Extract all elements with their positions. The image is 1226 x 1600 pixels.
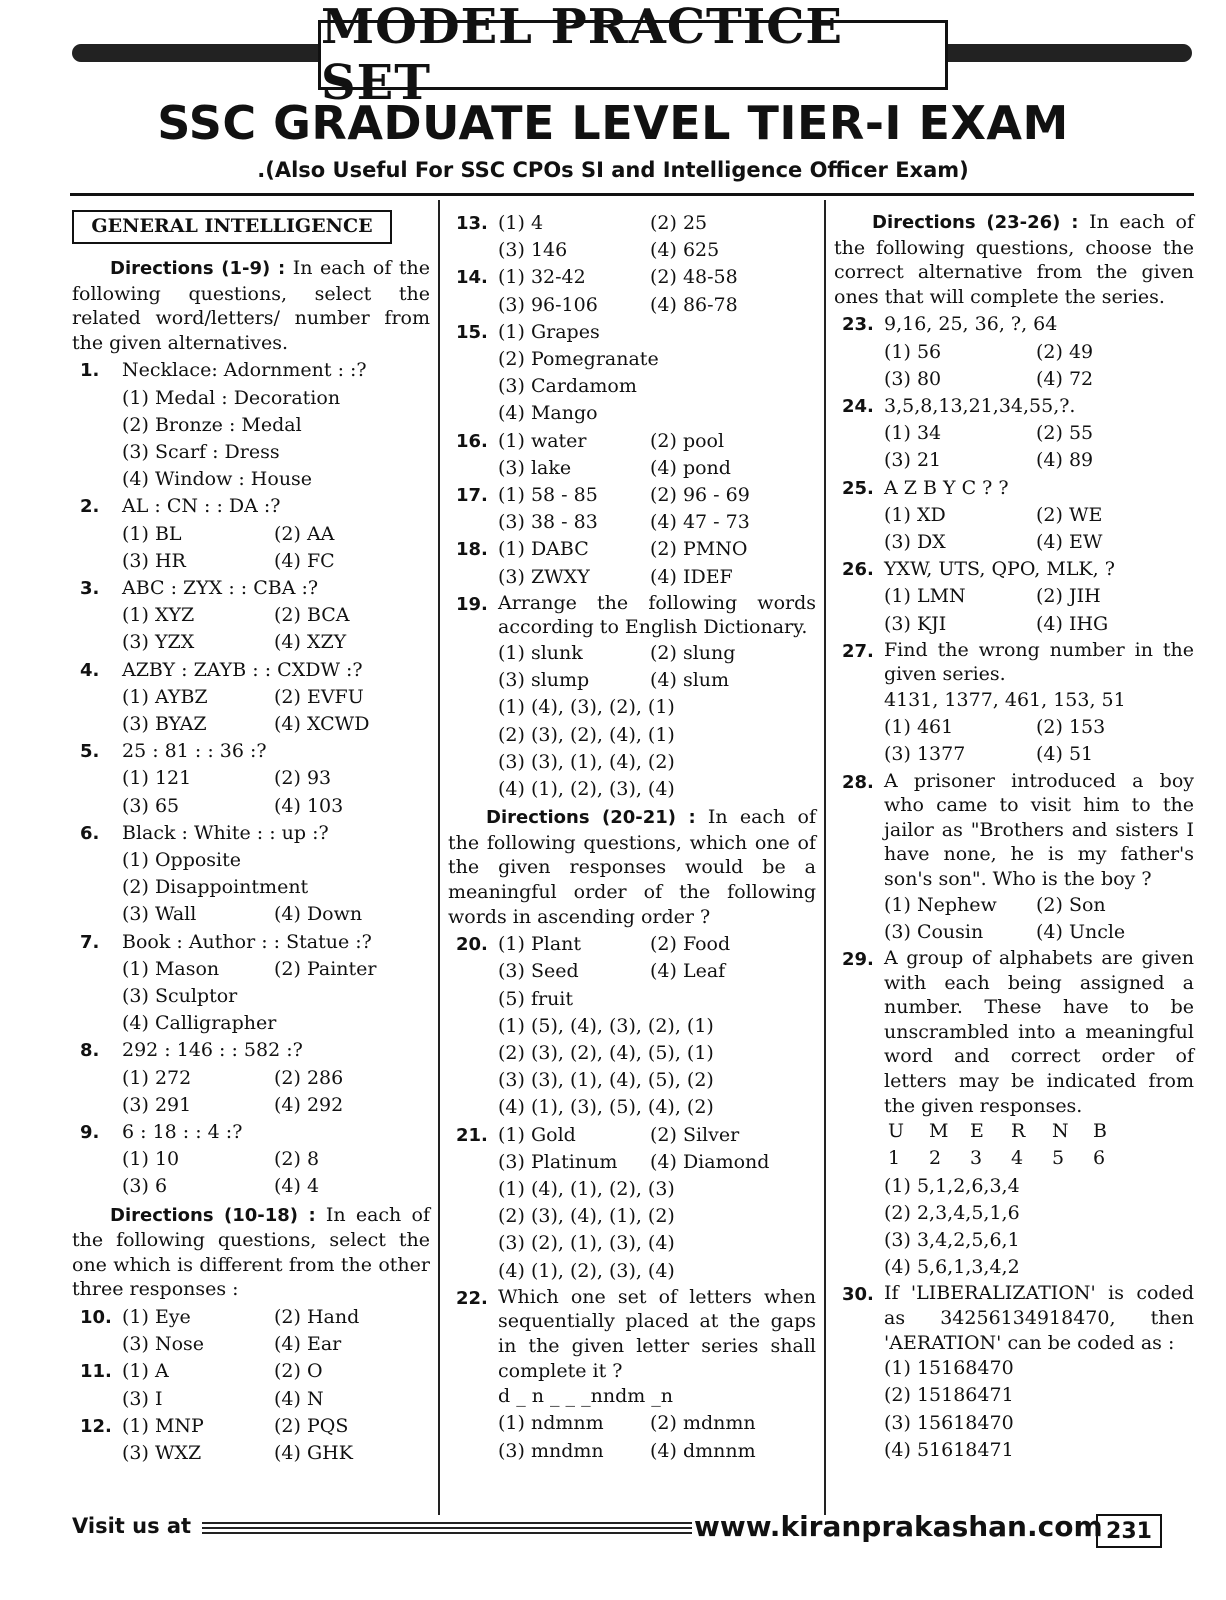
question-text: 3,5,8,13,21,34,55,?. <box>884 394 1076 417</box>
option: (2) Silver <box>650 1123 740 1146</box>
column-3 <box>834 210 1194 1464</box>
option: (4) pond <box>650 456 731 479</box>
question-19 <box>448 591 816 803</box>
question-16 <box>448 428 816 482</box>
option: (4) IHG <box>1036 612 1109 635</box>
option: (3) 96-106 <box>498 293 598 316</box>
question-number: 11. <box>80 1361 112 1383</box>
option: (2) 8 <box>274 1148 320 1171</box>
question-number: 25. <box>842 477 874 499</box>
question-15 <box>448 319 816 428</box>
directions-10-18 <box>72 1203 430 1302</box>
option: (1) 272 <box>122 1066 192 1089</box>
question-text: Find the wrong number in the given series. <box>884 638 1194 686</box>
option: (1) MNP <box>122 1414 204 1437</box>
option: (2) slung <box>650 642 736 665</box>
option: (2) 96 - 69 <box>650 484 750 507</box>
question-number: 10. <box>80 1307 112 1329</box>
option: (3) DX <box>884 531 946 553</box>
question-number: 7. <box>80 931 100 953</box>
option: (4) Ear <box>274 1333 342 1356</box>
option: (3) WXZ <box>122 1442 202 1465</box>
option: (4) FC <box>274 549 335 572</box>
option: (4) 103 <box>274 794 344 817</box>
option: (4) 47 - 73 <box>650 511 750 534</box>
question-number: 29. <box>842 948 874 970</box>
option: (1) BL <box>122 522 182 545</box>
question-number: 22. <box>456 1287 488 1309</box>
option: (1) 121 <box>122 767 192 790</box>
question-number: 15. <box>456 321 488 343</box>
option: (3) (2), (1), (3), (4) <box>498 1232 675 1255</box>
option: (4) Mango <box>498 402 598 425</box>
question-8 <box>72 1037 430 1119</box>
question-26 <box>834 556 1194 638</box>
question-27 <box>834 638 1194 769</box>
option: (4) 625 <box>650 239 720 262</box>
directions-1-9 <box>72 256 430 355</box>
option: (1) XD <box>884 503 946 526</box>
question-10 <box>72 1304 430 1358</box>
option: (1) slunk <box>498 642 583 665</box>
question-20 <box>448 931 816 1121</box>
directions-text: In each of the following questions, which one of the given responses would be a meaningful order of the following words in ascending order ? <box>448 806 816 928</box>
option: (3) 15618470 <box>884 1411 1014 1434</box>
code-number: 1 <box>888 1147 901 1170</box>
option: (1) (4), (3), (2), (1) <box>498 696 675 719</box>
question-24 <box>834 393 1194 475</box>
column-2 <box>448 210 816 1465</box>
option: (1) 461 <box>884 716 954 739</box>
option: (1) 5,1,2,6,3,4 <box>884 1174 1020 1197</box>
option: (2) BCA <box>274 604 350 627</box>
option: (4) XCWD <box>274 713 370 736</box>
code-letter: E <box>970 1120 984 1143</box>
code-letter: N <box>1052 1120 1069 1143</box>
option: (5) fruit <box>498 987 574 1010</box>
option: (2) Hand <box>274 1306 360 1329</box>
option: (2) 286 <box>274 1066 344 1089</box>
option: (2) 2,3,4,5,1,6 <box>884 1201 1020 1224</box>
code-letter: R <box>1011 1120 1026 1143</box>
option: (3) Nose <box>122 1333 205 1356</box>
question-number: 30. <box>842 1284 874 1306</box>
question-22 <box>448 1285 816 1465</box>
option: (2) 49 <box>1036 340 1094 363</box>
question-number: 4. <box>80 659 100 681</box>
option: (3) 38 - 83 <box>498 511 598 534</box>
question-text: Black : White : : up :? <box>122 821 329 844</box>
question-17 <box>448 482 816 536</box>
option: (4) 292 <box>274 1093 344 1116</box>
option: (1) 15168470 <box>884 1357 1014 1380</box>
question-number: 16. <box>456 430 488 452</box>
option: (3) KJI <box>884 612 947 635</box>
option: (3) mndmn <box>498 1439 604 1462</box>
option: (1) (5), (4), (3), (2), (1) <box>498 1014 714 1037</box>
code-number: 5 <box>1052 1147 1065 1170</box>
option: (3) 65 <box>122 794 180 817</box>
option: (2) PMNO <box>650 538 748 561</box>
directions-20-21 <box>448 805 816 929</box>
option: (4) Uncle <box>1036 920 1126 943</box>
option: (3) 146 <box>498 239 568 262</box>
website-link[interactable]: www.kiranprakashan.com <box>694 1510 1103 1543</box>
directions-label: Directions (20-21) : <box>486 807 696 829</box>
question-3 <box>72 575 430 657</box>
question-number: 12. <box>80 1415 112 1437</box>
option: (4) (1), (2), (3), (4) <box>498 778 675 801</box>
option: (1) ndmnm <box>498 1412 604 1435</box>
question-number: 19. <box>456 593 488 615</box>
column-1 <box>72 210 430 1467</box>
code-number: 2 <box>929 1147 942 1170</box>
number-series: 4131, 1377, 461, 153, 51 <box>884 689 1126 711</box>
option: (2) JIH <box>1036 585 1101 608</box>
question-number: 8. <box>80 1040 100 1062</box>
option: (2) Bronze : Medal <box>122 413 302 436</box>
question-7 <box>72 929 430 1038</box>
question-13 <box>448 210 816 264</box>
code-letter: B <box>1093 1120 1107 1143</box>
option: (2) EVFU <box>274 685 364 708</box>
question-text: Necklace: Adornment : :? <box>122 359 367 382</box>
question-text: A Z B Y C ? ? <box>884 476 1009 499</box>
option: (4) EW <box>1036 531 1103 553</box>
option: (2) (3), (2), (4), (1) <box>498 723 675 746</box>
question-11 <box>72 1358 430 1412</box>
code-number: 4 <box>1011 1147 1024 1170</box>
option: (2) 25 <box>650 212 708 234</box>
question-text: Book : Author : : Statue :? <box>122 930 372 953</box>
section-title: GENERAL INTELLIGENCE <box>72 210 392 244</box>
question-number: 20. <box>456 934 488 956</box>
directions-text: In each of the following questions, select the related word/letters/ number from the given alternatives. <box>72 257 430 354</box>
option: (3) Seed <box>498 960 579 983</box>
question-12 <box>72 1413 430 1467</box>
option: (3) 291 <box>122 1093 192 1116</box>
option: (2) 93 <box>274 767 332 790</box>
option: (3) 3,4,2,5,6,1 <box>884 1228 1020 1251</box>
question-text: AL : CN : : DA :? <box>122 495 281 518</box>
option: (4) 5,6,1,3,4,2 <box>884 1256 1020 1279</box>
question-text: YXW, UTS, QPO, MLK, ? <box>884 558 1115 581</box>
question-text: ABC : ZYX : : CBA :? <box>122 577 319 599</box>
option: (3) (3), (1), (4), (2) <box>498 750 675 773</box>
option: (4) 51618471 <box>884 1438 1014 1461</box>
option: (1) Plant <box>498 933 582 956</box>
option: (1) Eye <box>122 1306 191 1329</box>
question-25 <box>834 475 1194 557</box>
option: (2) WE <box>1036 503 1103 526</box>
option: (2) Pomegranate <box>498 348 659 371</box>
directions-label: Directions (10-18) : <box>110 1204 316 1226</box>
option: (3) Scarf : Dress <box>122 440 280 463</box>
option: (1) DABC <box>498 538 589 561</box>
option: (3) I <box>122 1387 163 1410</box>
header-rule <box>70 193 1194 196</box>
option: (4) Down <box>274 903 363 926</box>
letter-row <box>884 1118 1194 1145</box>
option: (1) 34 <box>884 422 942 445</box>
question-number: 17. <box>456 485 488 507</box>
option: (1) Opposite <box>122 849 242 872</box>
option: (1) water <box>498 429 587 452</box>
option: (3) Platinum <box>498 1150 618 1173</box>
option: (2) Food <box>650 933 731 956</box>
footer-rule <box>202 1522 692 1536</box>
question-number: 14. <box>456 267 488 289</box>
option: (1) (4), (1), (2), (3) <box>498 1178 675 1201</box>
option: (1) 10 <box>122 1148 180 1171</box>
option: (4) slum <box>650 669 730 692</box>
option: (4) GHK <box>274 1442 353 1465</box>
visit-label: Visit us at <box>72 1514 192 1538</box>
letter-series: d _ n _ _ _nndm _n <box>498 1385 674 1408</box>
option: (3) 80 <box>884 367 942 390</box>
question-number: 21. <box>456 1124 488 1146</box>
option: (2) (3), (4), (1), (2) <box>498 1205 675 1228</box>
option: (2) mdnmn <box>650 1412 756 1435</box>
question-21 <box>448 1122 816 1285</box>
option: (2) 15186471 <box>884 1384 1014 1407</box>
directions-23-26 <box>834 210 1194 309</box>
question-text: If 'LIBERALIZATION' is coded as 34256134918470, then 'AERATION' can be coded as : <box>884 1282 1194 1354</box>
exam-subtitle: .(Also Useful For SSC CPOs SI and Intelligence Officer Exam) <box>257 158 969 182</box>
option: (4) (1), (3), (5), (4), (2) <box>498 1096 714 1119</box>
question-number: 3. <box>80 578 100 599</box>
question-number: 1. <box>80 360 100 382</box>
option: (3) (3), (1), (4), (5), (2) <box>498 1069 714 1092</box>
question-text: A prisoner introduced a boy who came to visit him to the jailor as "Brothers and sisters I have none, he is my father's son's son". Who is the boy ? <box>884 769 1194 890</box>
option: (3) 1377 <box>884 743 966 766</box>
question-text: AZBY : ZAYB : : CXDW :? <box>122 658 363 681</box>
option: (2) Son <box>1036 893 1106 916</box>
question-number: 13. <box>456 213 488 234</box>
question-number: 18. <box>456 539 488 561</box>
option: (4) Diamond <box>650 1150 770 1173</box>
option: (1) 4 <box>498 212 544 234</box>
question-number: 27. <box>842 640 874 662</box>
option: (3) lake <box>498 456 572 479</box>
exam-title: SSC GRADUATE LEVEL TIER-I EXAM <box>157 96 1069 150</box>
option: (3) Cousin <box>884 920 984 943</box>
option: (3) BYAZ <box>122 713 207 736</box>
question-text: 292 : 146 : : 582 :? <box>122 1039 303 1062</box>
question-6 <box>72 820 430 929</box>
column-divider-1 <box>438 200 440 1515</box>
option: (1) XYZ <box>122 604 195 627</box>
option: (4) 51 <box>1036 743 1094 766</box>
option: (2) 48-58 <box>650 266 738 289</box>
option: (1) 56 <box>884 340 942 363</box>
question-text: 9,16, 25, 36, ?, 64 <box>884 313 1058 336</box>
directions-label: Directions (1-9) : <box>110 258 286 279</box>
option: (4) Calligrapher <box>122 1012 277 1035</box>
option: (3) 21 <box>884 449 942 472</box>
question-4 <box>72 657 430 739</box>
banner-title: MODEL PRACTICE SET <box>321 0 844 111</box>
option: (2) Disappointment <box>122 876 309 899</box>
option: (3) Sculptor <box>122 985 238 1008</box>
option: (4) dmnnm <box>650 1439 756 1462</box>
question-number: 5. <box>80 741 100 763</box>
number-row <box>884 1145 1194 1172</box>
question-5 <box>72 738 430 820</box>
directions-label: Directions (23-26) : <box>872 212 1079 233</box>
question-text: A group of alphabets are given with each being assigned a number. These have to be unscrambled into a meaningful word and correct order of letters may be indicated from the given responses. <box>884 946 1194 1117</box>
option: (4) 86-78 <box>650 293 738 316</box>
option: (1) Grapes <box>498 320 600 343</box>
code-letter: U <box>888 1120 905 1143</box>
code-number: 3 <box>970 1147 983 1170</box>
option: (3) Cardamom <box>498 375 637 398</box>
option: (1) Medal : Decoration <box>122 386 341 409</box>
option: (3) Wall <box>122 903 197 926</box>
option: (1) Nephew <box>884 893 997 916</box>
option: (4) Leaf <box>650 960 726 983</box>
option: (1) 58 - 85 <box>498 484 598 507</box>
question-9 <box>72 1119 430 1201</box>
question-text: 6 : 18 : : 4 :? <box>122 1121 243 1144</box>
question-number: 9. <box>80 1122 100 1144</box>
option: (1) A <box>122 1360 169 1383</box>
question-text: Which one set of letters when sequentially placed at the gaps in the given letter series shall complete it ? <box>498 1285 816 1382</box>
banner-box <box>318 0 948 111</box>
option: (4) Window : House <box>122 468 313 491</box>
option: (2) PQS <box>274 1414 349 1437</box>
option: (4) N <box>274 1387 324 1410</box>
option: (4) IDEF <box>650 565 733 588</box>
question-1 <box>72 357 430 493</box>
question-18 <box>448 536 816 590</box>
option: (4) 4 <box>274 1175 320 1198</box>
option: (1) Gold <box>498 1123 576 1146</box>
option: (4) 72 <box>1036 367 1094 390</box>
question-number: 2. <box>80 496 100 518</box>
question-text: 25 : 81 : : 36 :? <box>122 740 267 763</box>
question-23 <box>834 311 1194 393</box>
question-number: 28. <box>842 771 874 793</box>
option: (2) AA <box>274 522 335 545</box>
option: (3) YZX <box>122 631 195 654</box>
option: (3) slump <box>498 669 590 692</box>
option: (4) (1), (2), (3), (4) <box>498 1259 675 1282</box>
option: (3) 6 <box>122 1175 168 1198</box>
option: (2) Painter <box>274 957 377 980</box>
option: (2) 153 <box>1036 716 1106 739</box>
question-29 <box>834 946 1194 1281</box>
question-text: Arrange the following words according to English Dictionary. <box>498 591 816 639</box>
question-28 <box>834 769 1194 946</box>
option: (4) XZY <box>274 631 347 654</box>
directions-text: In each of the following questions, choose the correct alternative from the given ones that will complete the series. <box>834 211 1194 308</box>
directions-text: In each of the following questions, select the one which is different from the other three responses : <box>72 1203 430 1301</box>
option: (2) 55 <box>1036 422 1094 445</box>
question-30 <box>834 1281 1194 1464</box>
option: (3) ZWXY <box>498 565 590 588</box>
page-number: 231 <box>1096 1514 1162 1548</box>
code-letter: M <box>929 1120 949 1143</box>
column-divider-2 <box>824 200 826 1515</box>
question-number: 6. <box>80 822 100 844</box>
option: (1) Mason <box>122 957 220 980</box>
footer <box>72 1512 1194 1552</box>
option: (2) (3), (2), (4), (5), (1) <box>498 1042 714 1065</box>
option: (1) 32-42 <box>498 266 586 289</box>
question-number: 26. <box>842 559 874 581</box>
option: (3) HR <box>122 549 186 572</box>
option: (1) AYBZ <box>122 685 208 708</box>
question-number: 24. <box>842 395 874 417</box>
question-2 <box>72 493 430 575</box>
option: (2) O <box>274 1360 323 1383</box>
question-14 <box>448 264 816 318</box>
option: (1) LMN <box>884 585 966 608</box>
option: (4) 89 <box>1036 449 1094 472</box>
option: (2) pool <box>650 429 725 452</box>
question-number: 23. <box>842 314 874 336</box>
code-number: 6 <box>1093 1147 1106 1170</box>
